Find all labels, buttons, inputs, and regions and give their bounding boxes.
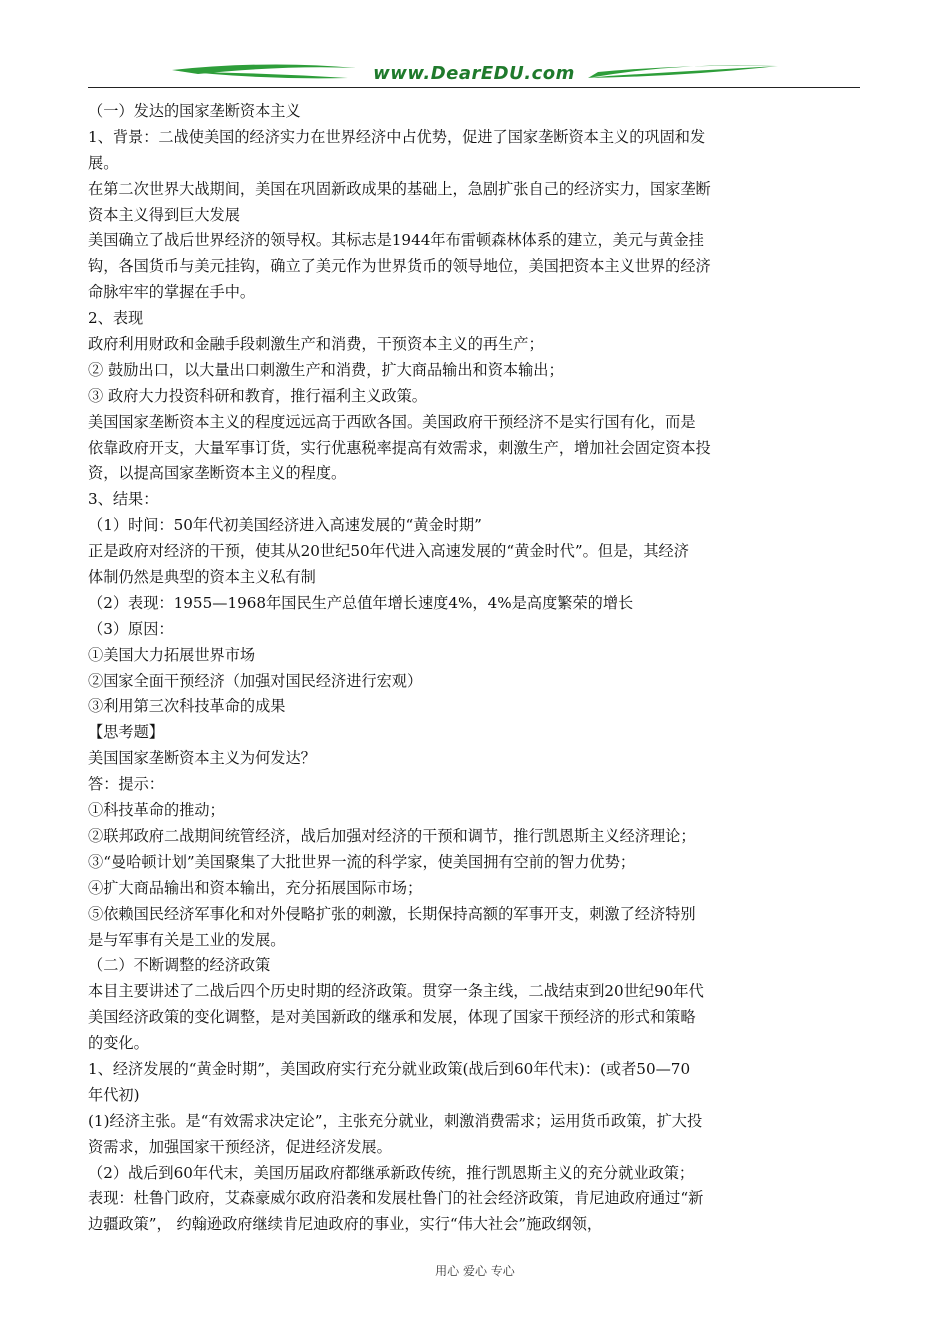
- text-line: 展。: [88, 153, 119, 172]
- text-line: ③ 政府大力投资科研和教育，推行福利主义政策。: [88, 386, 427, 405]
- text-line: 依靠政府开支，大量军事订货，实行优惠税率提高有效需求，刺激生产，增加社会固定资本投: [88, 438, 711, 457]
- text-line: 本目主要讲述了二战后四个历史时期的经济政策。贯穿一条主线，二战结束到20世纪90年代: [88, 982, 704, 1001]
- text-line: ⑤依赖国民经济军事化和对外侵略扩张的刺激，长期保持高额的军事开支，刺激了经济特别: [88, 904, 696, 923]
- page-footer: 用心 爱心 专心: [435, 1264, 515, 1278]
- text-line: 体制仍然是典型的资本主义私有制: [88, 568, 316, 587]
- document-body: [88, 99, 863, 1238]
- text-line: （一）发达的国家垄断资本主义: [88, 102, 301, 120]
- text-line: 的变化。: [88, 1034, 149, 1053]
- text-line: 美国国家垄断资本主义的程度远远高于西欧各国。美国政府干预经济不是实行国有化，而是: [88, 412, 696, 431]
- text-line: 1、背景：二战使美国的经济实力在世界经济中占优势，促进了国家垄断资本主义的巩固和发: [88, 127, 706, 146]
- text-line: 答：提示：: [88, 775, 164, 794]
- text-line: 年代初): [88, 1085, 140, 1104]
- text-line: 资，以提高国家垄断资本主义的程度。: [88, 464, 347, 483]
- text-line: 资本主义得到巨大发展: [88, 205, 240, 224]
- text-line: ①科技革命的推动；: [88, 801, 225, 820]
- text-line: ② 鼓励出口，以大量出口刺激生产和消费，扩大商品输出和资本输出；: [88, 360, 564, 379]
- text-line: ③利用第三次科技革命的成果: [88, 697, 286, 716]
- text-line: 政府利用财政和金融手段刺激生产和消费，干预资本主义的再生产；: [88, 335, 544, 354]
- text-line: 资需求，加强国家干预经济，促进经济发展。: [88, 1137, 392, 1156]
- text-line: 正是政府对经济的干预，使其从20世纪50年代进入高速发展的“黄金时代”。但是，其经济: [88, 542, 689, 561]
- text-line: ②联邦政府二战期间统管经济，战后加强对经济的干预和调节，推行凯恩斯主义经济理论；: [88, 826, 696, 845]
- text-line: ④扩大商品输出和资本输出，充分拓展国际市场；: [88, 878, 423, 897]
- text-line: 【思考题】: [88, 723, 164, 742]
- text-line: 美国经济政策的变化调整，是对美国新政的继承和发展，体现了国家干预经济的形式和策略: [88, 1008, 696, 1027]
- text-line: 2、表现: [88, 309, 144, 328]
- text-line: ②国家全面干预经济（加强对国民经济进行宏观）: [88, 671, 423, 690]
- text-line: 边疆政策”， 约翰逊政府继续肯尼迪政府的事业，实行“伟大社会”施政纲领，: [88, 1215, 603, 1234]
- text-line: 是与军事有关是工业的发展。: [88, 930, 286, 949]
- text-line: 表现：杜鲁门政府，艾森豪威尔政府沿袭和发展杜鲁门的社会经济政策，肯尼迪政府通过“新: [88, 1189, 704, 1208]
- page-header: [88, 58, 860, 90]
- text-line: 在第二次世界大战期间，美国在巩固新政成果的基础上，急剧扩张自己的经济实力，国家垄断: [88, 179, 711, 198]
- text-line: ①美国大力拓展世界市场: [88, 645, 256, 664]
- text-line: (1)经济主张。是“有效需求决定论”，主张充分就业，刺激消费需求；运用货币政策，扩大投: [88, 1111, 703, 1130]
- text-line: （3）原因：: [88, 619, 174, 638]
- text-line: 美国国家垄断资本主义为何发达？: [88, 749, 316, 768]
- text-line: （1）时间：50年代初美国经济进入高速发展的“黄金时期”: [88, 516, 482, 535]
- text-line: ③“曼哈顿计划”美国聚集了大批世界一流的科学家，使美国拥有空前的智力优势；: [88, 852, 636, 871]
- text-line: 美国确立了战后世界经济的领导权。其标志是1944年布雷顿森林体系的建立，美元与黄金挂: [88, 231, 704, 250]
- site-logo-text[interactable]: www.DearEDU.com: [373, 63, 575, 84]
- text-line: 命脉牢牢的掌握在手中。: [88, 283, 256, 302]
- header-divider: [88, 87, 860, 88]
- text-line: （2）战后到60年代末，美国历届政府都继承新政传统，推行凯恩斯主义的充分就业政策；: [88, 1163, 695, 1182]
- text-line: （2）表现：1955—1968年国民生产总值年增长速度4%，4%是高度繁荣的增长: [88, 593, 634, 612]
- text-line: 3、结果：: [88, 490, 159, 509]
- text-line: 1、经济发展的“黄金时期”，美国政府实行充分就业政策(战后到60年代末)：(或者50—70: [88, 1059, 691, 1078]
- text-line: （二）不断调整的经济政策: [88, 956, 271, 975]
- text-line: 钩，各国货币与美元挂钩，确立了美元作为世界货币的领导地位，美国把资本主义世界的经济: [88, 257, 711, 276]
